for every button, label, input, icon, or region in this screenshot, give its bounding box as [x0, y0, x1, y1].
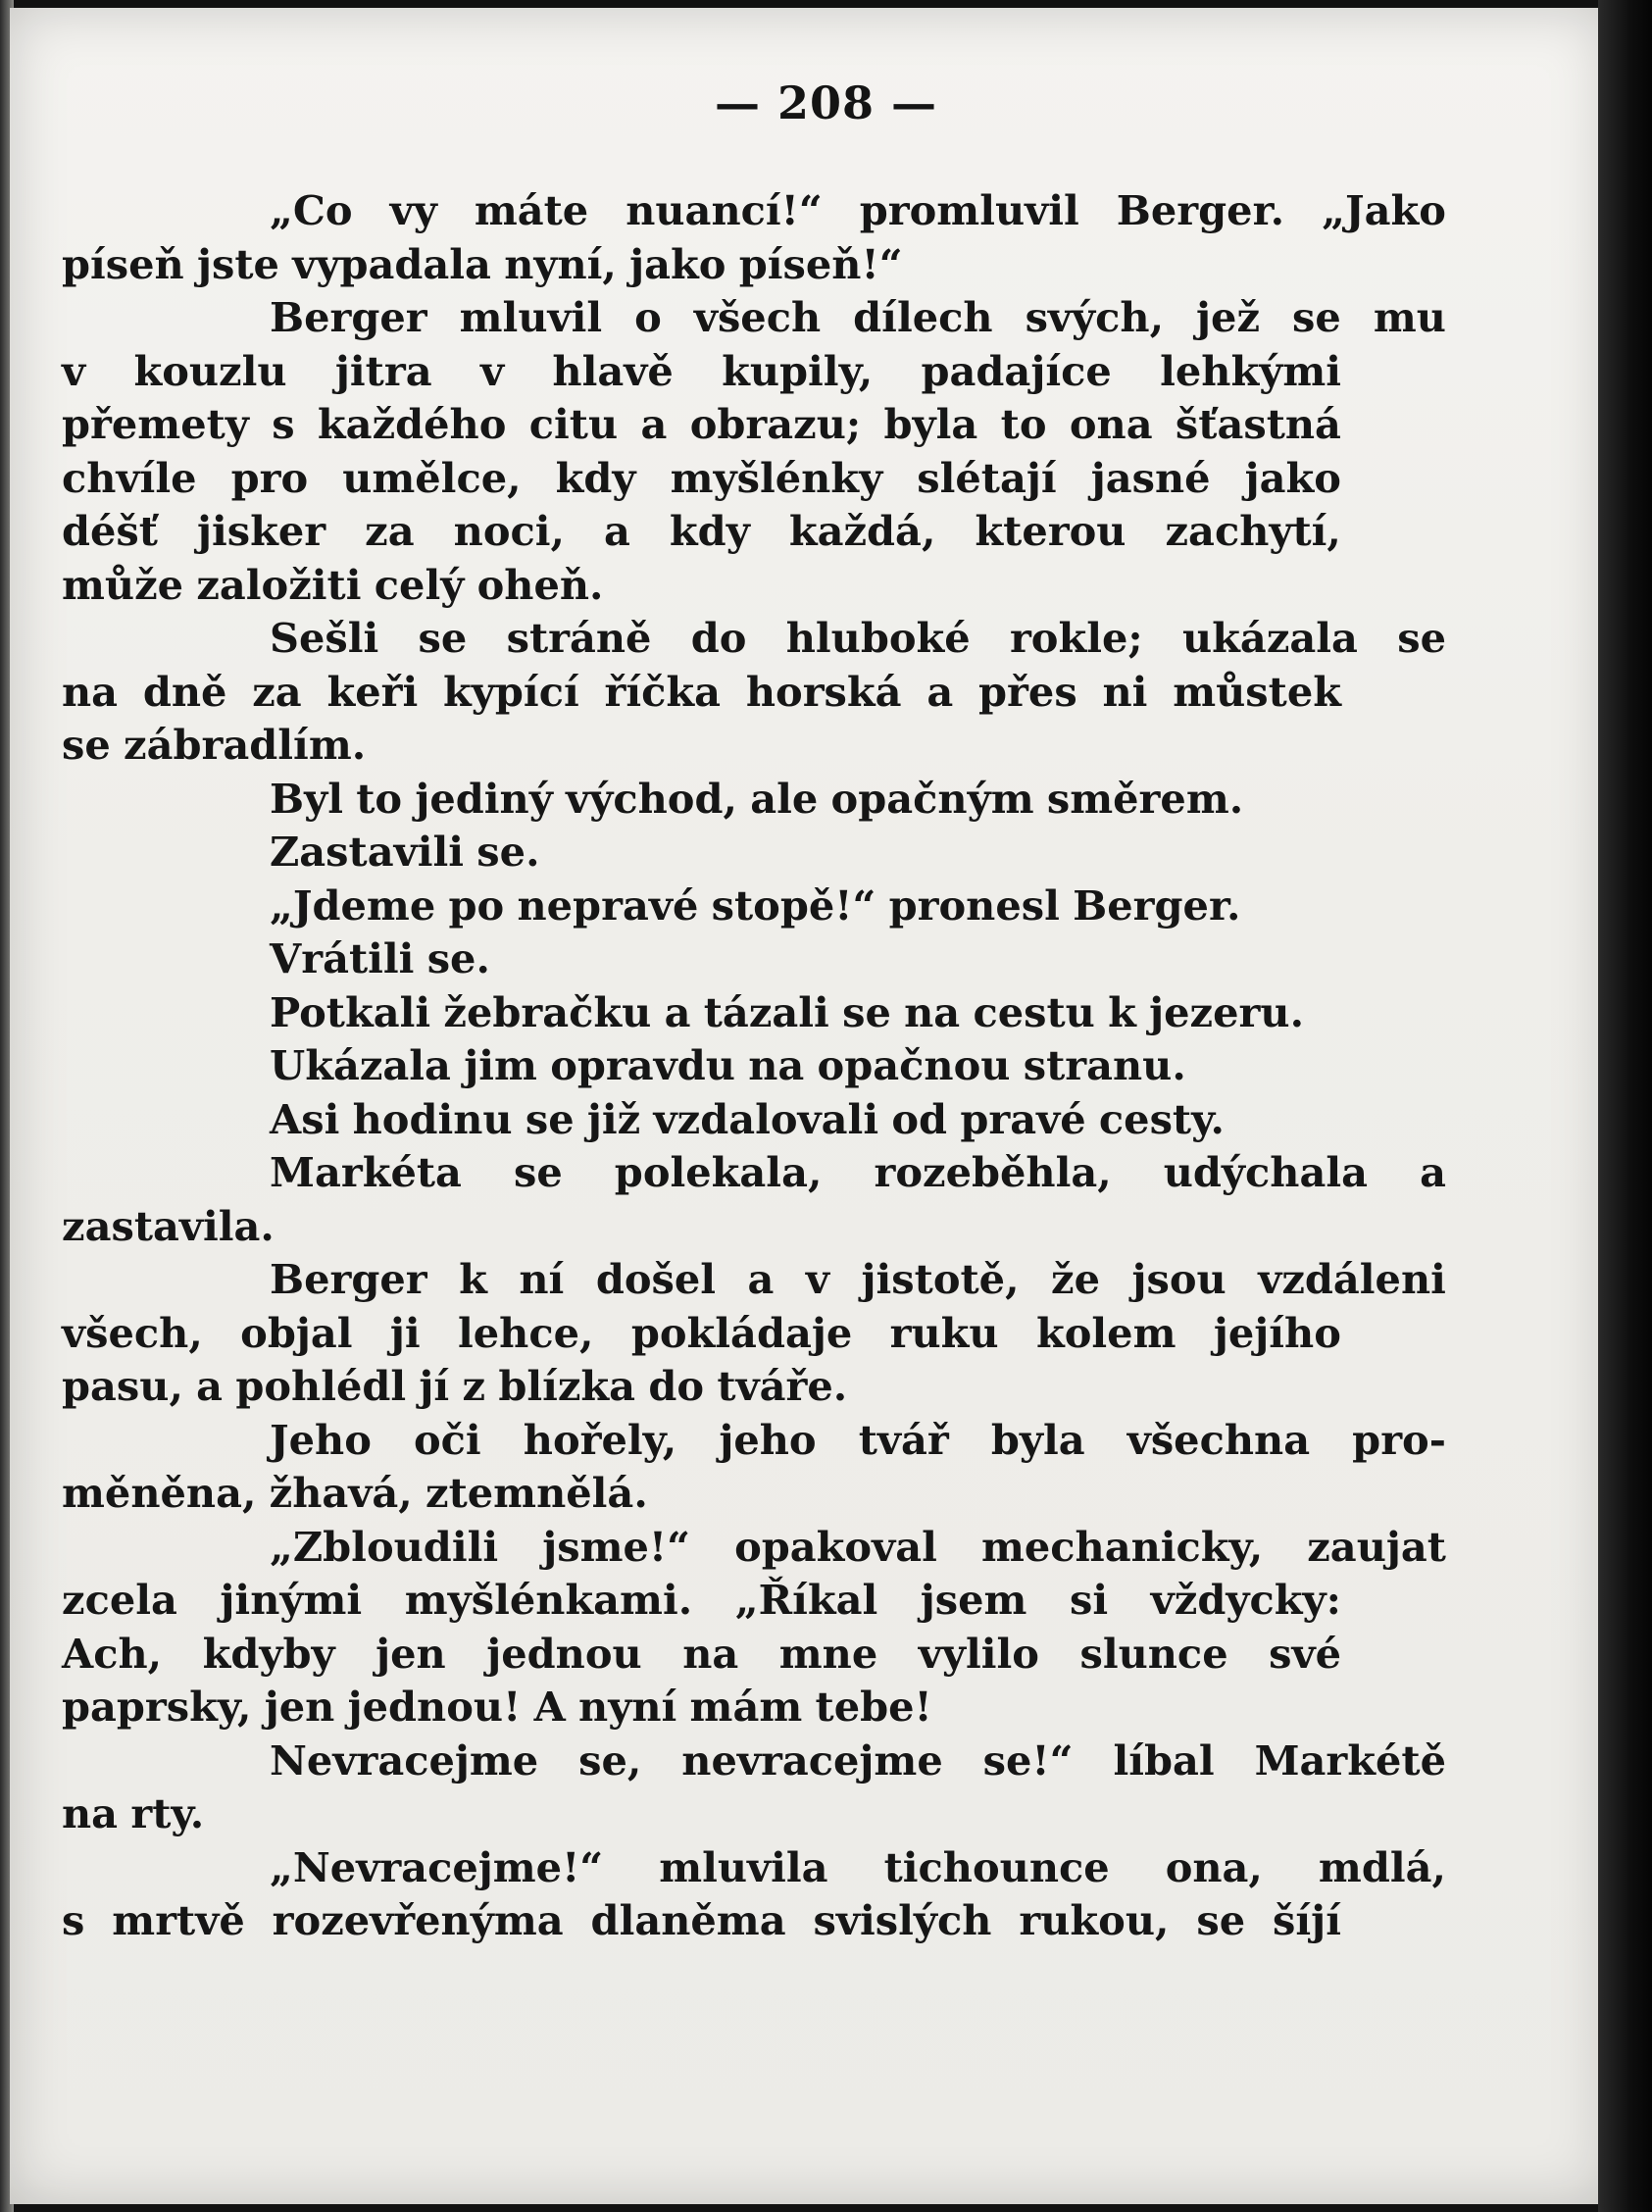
word: „Jdeme	[270, 880, 436, 930]
text-line	[167, 1414, 1446, 1468]
word: rty.	[130, 1789, 205, 1837]
word: pro	[230, 453, 309, 502]
word: můstek	[1173, 667, 1341, 716]
word: jen	[264, 1683, 335, 1731]
word: tebe!	[815, 1683, 932, 1731]
word: mám	[689, 1683, 803, 1731]
word: svých,	[1025, 293, 1165, 341]
word: v	[805, 1255, 830, 1303]
word: jistotě,	[861, 1255, 1020, 1303]
text-line	[167, 773, 1446, 827]
word: lehkými	[1160, 346, 1341, 395]
word: jim	[464, 1041, 537, 1089]
word: všech,	[62, 1308, 203, 1357]
word: svislých	[813, 1896, 992, 1944]
word: hořely,	[523, 1415, 677, 1464]
word: mrtvě	[112, 1896, 245, 1944]
word: pronesl	[888, 880, 1060, 930]
word: se.	[426, 934, 490, 982]
word: ale	[750, 774, 819, 823]
word: na	[904, 987, 961, 1036]
word: byla	[883, 400, 978, 448]
text-line	[62, 452, 1341, 506]
word: si	[1069, 1576, 1109, 1624]
word: mu	[1373, 293, 1446, 341]
word: všech	[693, 293, 822, 341]
word: jezeru.	[1149, 987, 1305, 1036]
word: do	[690, 614, 747, 662]
word: hlavě	[552, 346, 674, 395]
word: pokládaje	[630, 1308, 853, 1357]
word: kypící	[443, 667, 579, 716]
word: chvíle	[62, 453, 197, 502]
word: říčka	[604, 667, 722, 716]
word: na	[682, 1629, 739, 1678]
word: za	[365, 507, 415, 555]
word: stranu.	[1023, 1041, 1186, 1089]
word: zachytí,	[1165, 507, 1341, 555]
word: do	[648, 1362, 705, 1410]
word: objal	[240, 1308, 353, 1357]
word: tázali	[703, 987, 829, 1036]
word: ztemnělá.	[426, 1469, 648, 1517]
text-line	[167, 986, 1446, 1040]
word: tváře.	[717, 1362, 848, 1410]
word: přemety	[62, 400, 249, 448]
word: jisker	[196, 507, 326, 555]
word: se	[62, 721, 111, 769]
word: nyní,	[504, 239, 617, 288]
word: horská	[745, 667, 902, 716]
word: pasu,	[62, 1362, 183, 1410]
text-line	[167, 1734, 1446, 1788]
word: na	[748, 1041, 805, 1089]
word: s	[62, 1896, 85, 1944]
word: nevracejme	[681, 1735, 943, 1785]
word: jako	[1244, 453, 1341, 502]
text-line	[62, 1574, 1341, 1628]
word: zastavila.	[62, 1201, 275, 1250]
word: píseň!“	[738, 239, 903, 288]
word: založiti	[196, 560, 362, 609]
word: přes	[978, 667, 1077, 716]
text-line	[62, 1681, 1341, 1734]
word: jsou	[1131, 1255, 1226, 1303]
word: ukázala	[1182, 614, 1358, 662]
word: po	[448, 880, 505, 930]
word: ona,	[1165, 1842, 1263, 1891]
word: zaujat	[1307, 1522, 1446, 1571]
word: každá,	[788, 507, 936, 555]
word: pohlédl	[235, 1362, 407, 1410]
text-line	[167, 291, 1446, 345]
text-line	[167, 1039, 1446, 1093]
word: došel	[595, 1255, 717, 1303]
word: a	[640, 400, 668, 448]
word: dílech	[853, 293, 993, 341]
body-text	[62, 184, 1446, 1948]
word: v	[62, 346, 86, 395]
word: se.	[476, 828, 540, 876]
word: jejího	[1213, 1308, 1341, 1357]
word: slunce	[1079, 1629, 1228, 1678]
word: „Říkal	[734, 1576, 878, 1624]
word: citu	[528, 400, 619, 448]
word: Vrátili	[270, 934, 415, 982]
word: opakoval	[734, 1522, 937, 1571]
word: od	[891, 1094, 948, 1143]
word: kupily,	[722, 346, 874, 395]
word: dlaněma	[590, 1896, 786, 1944]
word: mdlá,	[1318, 1842, 1446, 1891]
word: celý	[374, 560, 465, 609]
word: Berger	[270, 1255, 427, 1303]
word: hluboké	[785, 614, 971, 662]
text-line	[167, 826, 1446, 880]
word: a	[604, 507, 630, 555]
page-number: — 208 —	[714, 76, 938, 129]
word: se	[1397, 614, 1446, 662]
word: jste	[197, 239, 279, 288]
word: žhavá,	[269, 1469, 413, 1517]
word: každého	[317, 400, 507, 448]
word: píseň	[62, 239, 184, 288]
word: jednou!	[347, 1683, 522, 1731]
word: ni	[1102, 667, 1148, 716]
text-line	[167, 1841, 1446, 1895]
text-line	[62, 559, 1341, 613]
text-line	[167, 612, 1446, 666]
word: oheň.	[476, 560, 604, 609]
word: východ,	[566, 774, 737, 823]
text-line	[167, 880, 1446, 933]
word: jsem	[920, 1576, 1027, 1624]
word: rokle;	[1009, 614, 1143, 662]
word: obrazu;	[689, 400, 862, 448]
word: a	[196, 1362, 224, 1410]
word: jasné	[1090, 453, 1211, 502]
word: šíjí	[1273, 1896, 1341, 1944]
text-line	[62, 1307, 1341, 1361]
word: Potkali	[270, 987, 431, 1036]
word: mluvil	[459, 293, 603, 341]
word: o	[634, 293, 662, 341]
word: a	[747, 1255, 775, 1303]
word: hodinu	[352, 1094, 513, 1143]
word: se	[513, 1148, 563, 1196]
word: mluvila	[659, 1842, 828, 1891]
word: opačným	[830, 774, 1034, 823]
word: udýchala	[1163, 1148, 1369, 1196]
word: tvář	[858, 1415, 949, 1464]
word: se	[525, 1094, 575, 1143]
word: Asi	[270, 1094, 340, 1143]
word: „Zbloudili	[270, 1522, 499, 1571]
word: šťastná	[1175, 400, 1341, 448]
word: ji	[389, 1308, 421, 1357]
word: zábradlím.	[124, 721, 367, 769]
word: jako	[629, 239, 726, 288]
word: mne	[778, 1629, 878, 1678]
text-line	[62, 398, 1341, 452]
word: se	[1292, 293, 1341, 341]
word: jinými	[220, 1576, 363, 1624]
word: nepravé	[517, 880, 699, 930]
word: zcela	[62, 1576, 177, 1624]
word: jitra	[334, 346, 432, 395]
word: blízka	[498, 1362, 636, 1410]
word: vylilo	[918, 1629, 1039, 1678]
text-line	[62, 1628, 1341, 1682]
text-line	[167, 1093, 1446, 1147]
word: kdy	[669, 507, 750, 555]
word: Berger	[270, 293, 427, 341]
word: že	[1051, 1255, 1100, 1303]
word: ruku	[889, 1308, 999, 1357]
word: polekala,	[614, 1148, 823, 1196]
word: paprsky,	[62, 1683, 252, 1731]
word: se	[842, 987, 891, 1036]
word: vypadala	[292, 239, 491, 288]
text-line	[167, 184, 1446, 238]
word: promluvil	[859, 186, 1079, 234]
word: vzdáleni	[1258, 1255, 1446, 1303]
word: k	[459, 1255, 487, 1303]
word: vždycky:	[1150, 1576, 1341, 1624]
word: s	[272, 400, 295, 448]
word: Markéta	[270, 1148, 462, 1196]
word: jsme!“	[542, 1522, 690, 1571]
word: líbal	[1113, 1735, 1215, 1785]
word: Markétě	[1254, 1735, 1446, 1785]
word: rozevřenýma	[272, 1896, 564, 1944]
text-line	[167, 1146, 1446, 1200]
word: vy	[389, 186, 437, 234]
word: „Co	[270, 186, 353, 234]
word: oči	[413, 1415, 481, 1464]
word: kdy	[555, 453, 636, 502]
word: Byl	[270, 774, 343, 823]
word: jednou	[486, 1629, 642, 1678]
word: lehce,	[458, 1308, 594, 1357]
word: kterou	[975, 507, 1126, 555]
word: se	[418, 614, 468, 662]
word: vzdalovali	[653, 1094, 879, 1143]
word: Berger.	[1116, 186, 1285, 234]
word: kouzlu	[133, 346, 287, 395]
word: žebračku	[443, 987, 652, 1036]
word: z	[462, 1362, 486, 1410]
word: opačnou	[817, 1041, 1011, 1089]
text-line	[62, 1360, 1341, 1414]
text-line	[62, 1467, 1341, 1521]
text-line	[167, 1521, 1446, 1575]
word: myšlénky	[670, 453, 883, 502]
page-right-edge-shadow	[1598, 0, 1652, 2212]
word: cesty.	[1098, 1094, 1225, 1143]
word: jeho	[719, 1415, 817, 1464]
text-line	[62, 238, 1341, 292]
word: Zastavili	[270, 828, 465, 876]
text-line	[62, 505, 1341, 559]
word: pro-	[1352, 1415, 1446, 1464]
word: tichounce	[883, 1842, 1110, 1891]
word: a	[1420, 1148, 1446, 1196]
word: za	[252, 667, 302, 716]
word: již	[586, 1094, 641, 1143]
word: déšť	[62, 507, 158, 555]
text-line	[62, 1200, 1341, 1254]
text-line	[167, 932, 1446, 986]
word: na	[62, 667, 119, 716]
word: Ach,	[62, 1629, 163, 1678]
word: máte	[474, 186, 589, 234]
word: ona	[1069, 400, 1153, 448]
word: dně	[142, 667, 227, 716]
word: umělce,	[342, 453, 522, 502]
word: všechna	[1126, 1415, 1311, 1464]
word: Sešli	[270, 614, 379, 662]
word: jež	[1196, 293, 1261, 341]
word: Nevracejme	[270, 1735, 539, 1785]
word: kolem	[1035, 1308, 1176, 1357]
word: Jeho	[270, 1415, 372, 1464]
word: byla	[990, 1415, 1085, 1464]
word: a	[926, 667, 954, 716]
word: se	[1196, 1896, 1246, 1944]
word: cestu	[973, 987, 1095, 1036]
word: jediný	[415, 774, 553, 823]
word: „Nevracejme!“	[270, 1842, 604, 1891]
word: a	[664, 987, 691, 1036]
word: se,	[578, 1735, 642, 1785]
word: pravé	[960, 1094, 1086, 1143]
word: se!“	[982, 1735, 1074, 1785]
word: slétají	[917, 453, 1057, 502]
word: stopě!“	[711, 880, 876, 930]
text-line	[62, 719, 1341, 773]
word: v	[479, 346, 505, 395]
word: Berger.	[1073, 880, 1241, 930]
text-line	[167, 1253, 1446, 1307]
word: opravdu	[550, 1041, 735, 1089]
word: to	[1000, 400, 1047, 448]
word: rozeběhla,	[874, 1148, 1112, 1196]
word: může	[62, 560, 184, 609]
word: nuancí!“	[626, 186, 823, 234]
word: padajíce	[921, 346, 1112, 395]
word: jen	[375, 1629, 446, 1678]
word: směrem.	[1046, 774, 1244, 823]
word: Ukázala	[270, 1041, 451, 1089]
text-line	[62, 1894, 1341, 1948]
word: k	[1108, 987, 1136, 1036]
word: stráně	[506, 614, 652, 662]
word: noci,	[453, 507, 565, 555]
word: keři	[326, 667, 419, 716]
word: ní	[519, 1255, 565, 1303]
word: myšlénkami.	[404, 1576, 693, 1624]
word: měněna,	[62, 1469, 257, 1517]
word: nyní	[578, 1683, 677, 1731]
word: své	[1269, 1629, 1341, 1678]
text-line	[62, 345, 1341, 399]
text-line	[62, 666, 1341, 720]
word: kdyby	[202, 1629, 335, 1678]
word: A	[533, 1683, 566, 1731]
word: to	[356, 774, 403, 823]
word: na	[62, 1789, 119, 1837]
word: mechanicky,	[980, 1522, 1264, 1571]
text-line	[62, 1787, 1341, 1841]
word: jí	[419, 1362, 450, 1410]
word: „Jako	[1322, 186, 1446, 234]
word: rukou,	[1019, 1896, 1170, 1944]
